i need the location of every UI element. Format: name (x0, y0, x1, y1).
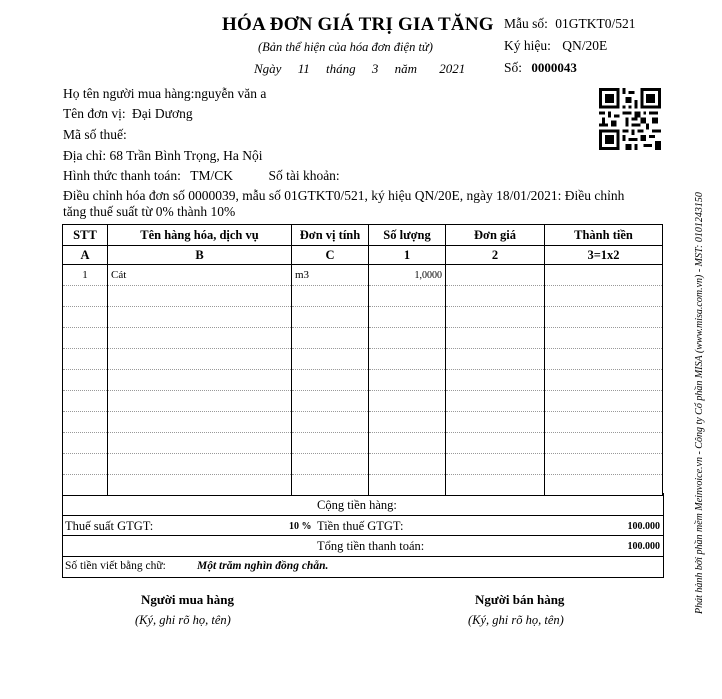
buyer-address-value: 68 Trần Bình Trọng, Ha Nội (109, 148, 263, 163)
buyer-name-label: Họ tên người mua hàng: (63, 86, 195, 101)
table-row (63, 265, 663, 286)
row-name: Cát (108, 265, 292, 286)
date-year-label: năm (394, 61, 418, 76)
payment-value: TM/CK (190, 168, 234, 183)
vat-amount-label: Tiền thuế GTGT: (317, 519, 404, 533)
buyer-address-label: Địa chỉ: (63, 148, 107, 163)
code-a: A (63, 246, 108, 265)
header-name: Tên hàng hóa, dịch vụ (108, 225, 292, 246)
payment-label: Hình thức thanh toán: (63, 168, 181, 183)
vat-rate-label: Thuế suất GTGT: (65, 519, 154, 533)
table-row (63, 328, 663, 349)
words-label: Số tiền viết bằng chữ: (65, 560, 166, 572)
seller-signature-title: Người bán hàng (475, 592, 565, 607)
buyer-tax (63, 127, 127, 143)
code-b: B (108, 246, 292, 265)
buyer-unit-value: Đại Dương (132, 106, 193, 121)
row-price (446, 265, 545, 286)
table-row (63, 370, 663, 391)
buyer-signature-title: Người mua hàng (141, 592, 235, 607)
table-row (63, 391, 663, 412)
date-day-label: Ngày (254, 61, 282, 76)
form-value: 01GTKT0/521 (555, 16, 636, 31)
table-row (63, 286, 663, 307)
code-c: C (292, 246, 369, 265)
buyer-address (63, 148, 263, 164)
issuer-side-text: Phát hành bởi phần mềm Meinvoice.vn - Công ty Cổ phần MISA (www.misa.com.vn) - MST: 0101243150 (694, 192, 705, 614)
code-2: 2 (446, 246, 545, 265)
invoice-subtitle: (Bản thể hiện của hóa đơn điện tử) (258, 40, 433, 54)
number-label: Số: (504, 60, 523, 75)
symbol (504, 38, 607, 54)
row-unit: m3 (292, 265, 369, 286)
table-row (63, 433, 663, 454)
buyer-name-value: nguyễn văn a (194, 86, 267, 101)
number-value: 0000043 (531, 60, 577, 75)
invoice-date (254, 61, 465, 77)
buyer-payment (63, 168, 340, 184)
code-3: 3=1x2 (545, 246, 663, 265)
buyer-tax-label: Mã số thuế: (63, 127, 127, 142)
adjust-note-line1: Điều chỉnh hóa đơn số 0000039, mẫu số 01GTKT0/521, ký hiệu QN/20E, ngày 18/01/2021: Điều chỉnh (63, 188, 625, 203)
date-year: 2021 (439, 61, 466, 76)
form-label: Mẫu số: (504, 16, 548, 31)
qr-code-icon (599, 88, 661, 150)
total-value: 100.000 (627, 541, 660, 552)
date-month: 3 (371, 61, 379, 76)
adjust-note-line2: tăng thuế suất từ 0% thành 10% (63, 204, 236, 219)
form-number (504, 16, 636, 32)
seller-signature-note: (Ký, ghi rõ họ, tên) (468, 613, 564, 627)
table-row (63, 307, 663, 328)
header-price: Đơn giá (446, 225, 545, 246)
symbol-value: QN/20E (562, 38, 608, 53)
vat-rate-value: 10 % (289, 521, 312, 532)
invoice-title: HÓA ĐƠN GIÁ TRỊ GIA TĂNG (222, 14, 494, 35)
buyer-unit (63, 106, 193, 122)
account-label: Số tài khoản: (268, 168, 340, 183)
header-amount: Thành tiền (545, 225, 663, 246)
invoice-number (504, 60, 577, 76)
header-unit: Đơn vị tính (292, 225, 369, 246)
header-stt: STT (63, 225, 108, 246)
table-row (63, 349, 663, 370)
buyer-signature-note: (Ký, ghi rõ họ, tên) (135, 613, 231, 627)
table-code-row (63, 246, 663, 265)
total-label: Tổng tiền thanh toán: (317, 539, 425, 553)
table-row (63, 454, 663, 475)
header-qty: Số lượng (369, 225, 446, 246)
items-table (62, 224, 663, 496)
date-month-label: tháng (326, 61, 356, 76)
words-value: Một trăm nghìn đồng chẵn. (197, 560, 329, 572)
vat-amount-value: 100.000 (627, 521, 660, 532)
buyer-unit-label: Tên đơn vị: (63, 106, 126, 121)
subtotal-label: Cộng tiền hàng: (317, 498, 397, 512)
row-qty: 1,0000 (369, 265, 446, 286)
date-day: 11 (297, 61, 310, 76)
table-row (63, 412, 663, 433)
table-header-row (63, 225, 663, 246)
symbol-label: Ký hiệu: (504, 38, 551, 53)
buyer-name (63, 86, 266, 102)
row-stt: 1 (63, 265, 108, 286)
summary-box (62, 493, 664, 578)
row-amount (545, 265, 663, 286)
code-1: 1 (369, 246, 446, 265)
